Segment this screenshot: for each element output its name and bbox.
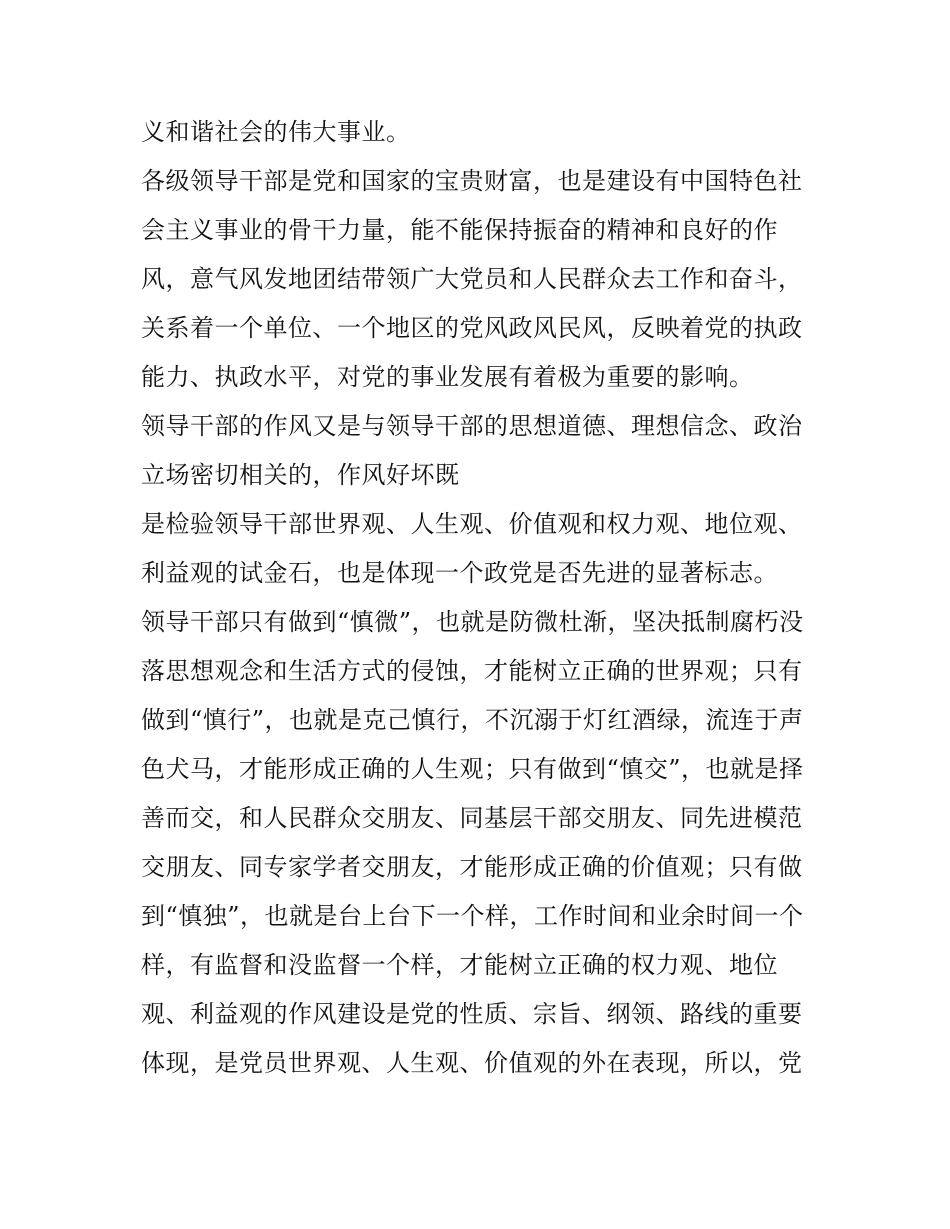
text-line: 色犬马，才能形成正确的人生观；只有做到“慎交”，也就是择 — [141, 755, 804, 783]
text-line: 风，意气风发地团结带领广大党员和人民群众去工作和奋斗， — [141, 265, 803, 293]
text-line: 观、利益观的作风建设是党的性质、宗旨、纲领、路线的重要 — [141, 1000, 803, 1028]
text-line: 各级领导干部是党和国家的宝贵财富，也是建设有中国特色社 — [141, 167, 803, 195]
text-line: 是检验领导干部世界观、人生观、价值观和权力观、地位观、 — [141, 510, 803, 538]
document-body — [141, 108, 821, 1088]
text-line: 做到“慎行”，也就是克己慎行，不沉溺于灯红酒绿，流连于声 — [141, 706, 804, 734]
text-line: 义和谐社会的伟大事业。 — [141, 118, 411, 146]
text-line: 样，有监督和没监督一个样，才能树立正确的权力观、地位 — [141, 951, 778, 979]
text-line: 体现，是党员世界观、人生观、价值观的外在表现，所以，党 — [141, 1049, 803, 1077]
text-line: 利益观的试金石，也是体现一个政党是否先进的显著标志。 — [141, 559, 778, 587]
text-line: 立场密切相关的，作风好坏既 — [141, 461, 460, 489]
text-line: 领导干部的作风又是与领导干部的思想道德、理想信念、政治 — [141, 412, 803, 440]
text-line: 领导干部只有做到“慎微”，也就是防微杜渐，坚决抵制腐朽没 — [141, 608, 804, 636]
text-line: 会主义事业的骨干力量，能不能保持振奋的精神和良好的作 — [141, 216, 778, 244]
text-line: 关系着一个单位、一个地区的党风政风民风，反映着党的执政 — [141, 314, 803, 342]
text-line: 善而交，和人民群众交朋友、同基层干部交朋友、同先进模范 — [141, 804, 803, 832]
text-line: 到“慎独”，也就是台上台下一个样，工作时间和业余时间一个 — [141, 902, 804, 930]
text-line: 交朋友、同专家学者交朋友，才能形成正确的价值观；只有做 — [141, 853, 803, 881]
text-line: 落思想观念和生活方式的侵蚀，才能树立正确的世界观；只有 — [141, 657, 803, 685]
text-line: 能力、执政水平，对党的事业发展有着极为重要的影响。 — [141, 363, 754, 391]
